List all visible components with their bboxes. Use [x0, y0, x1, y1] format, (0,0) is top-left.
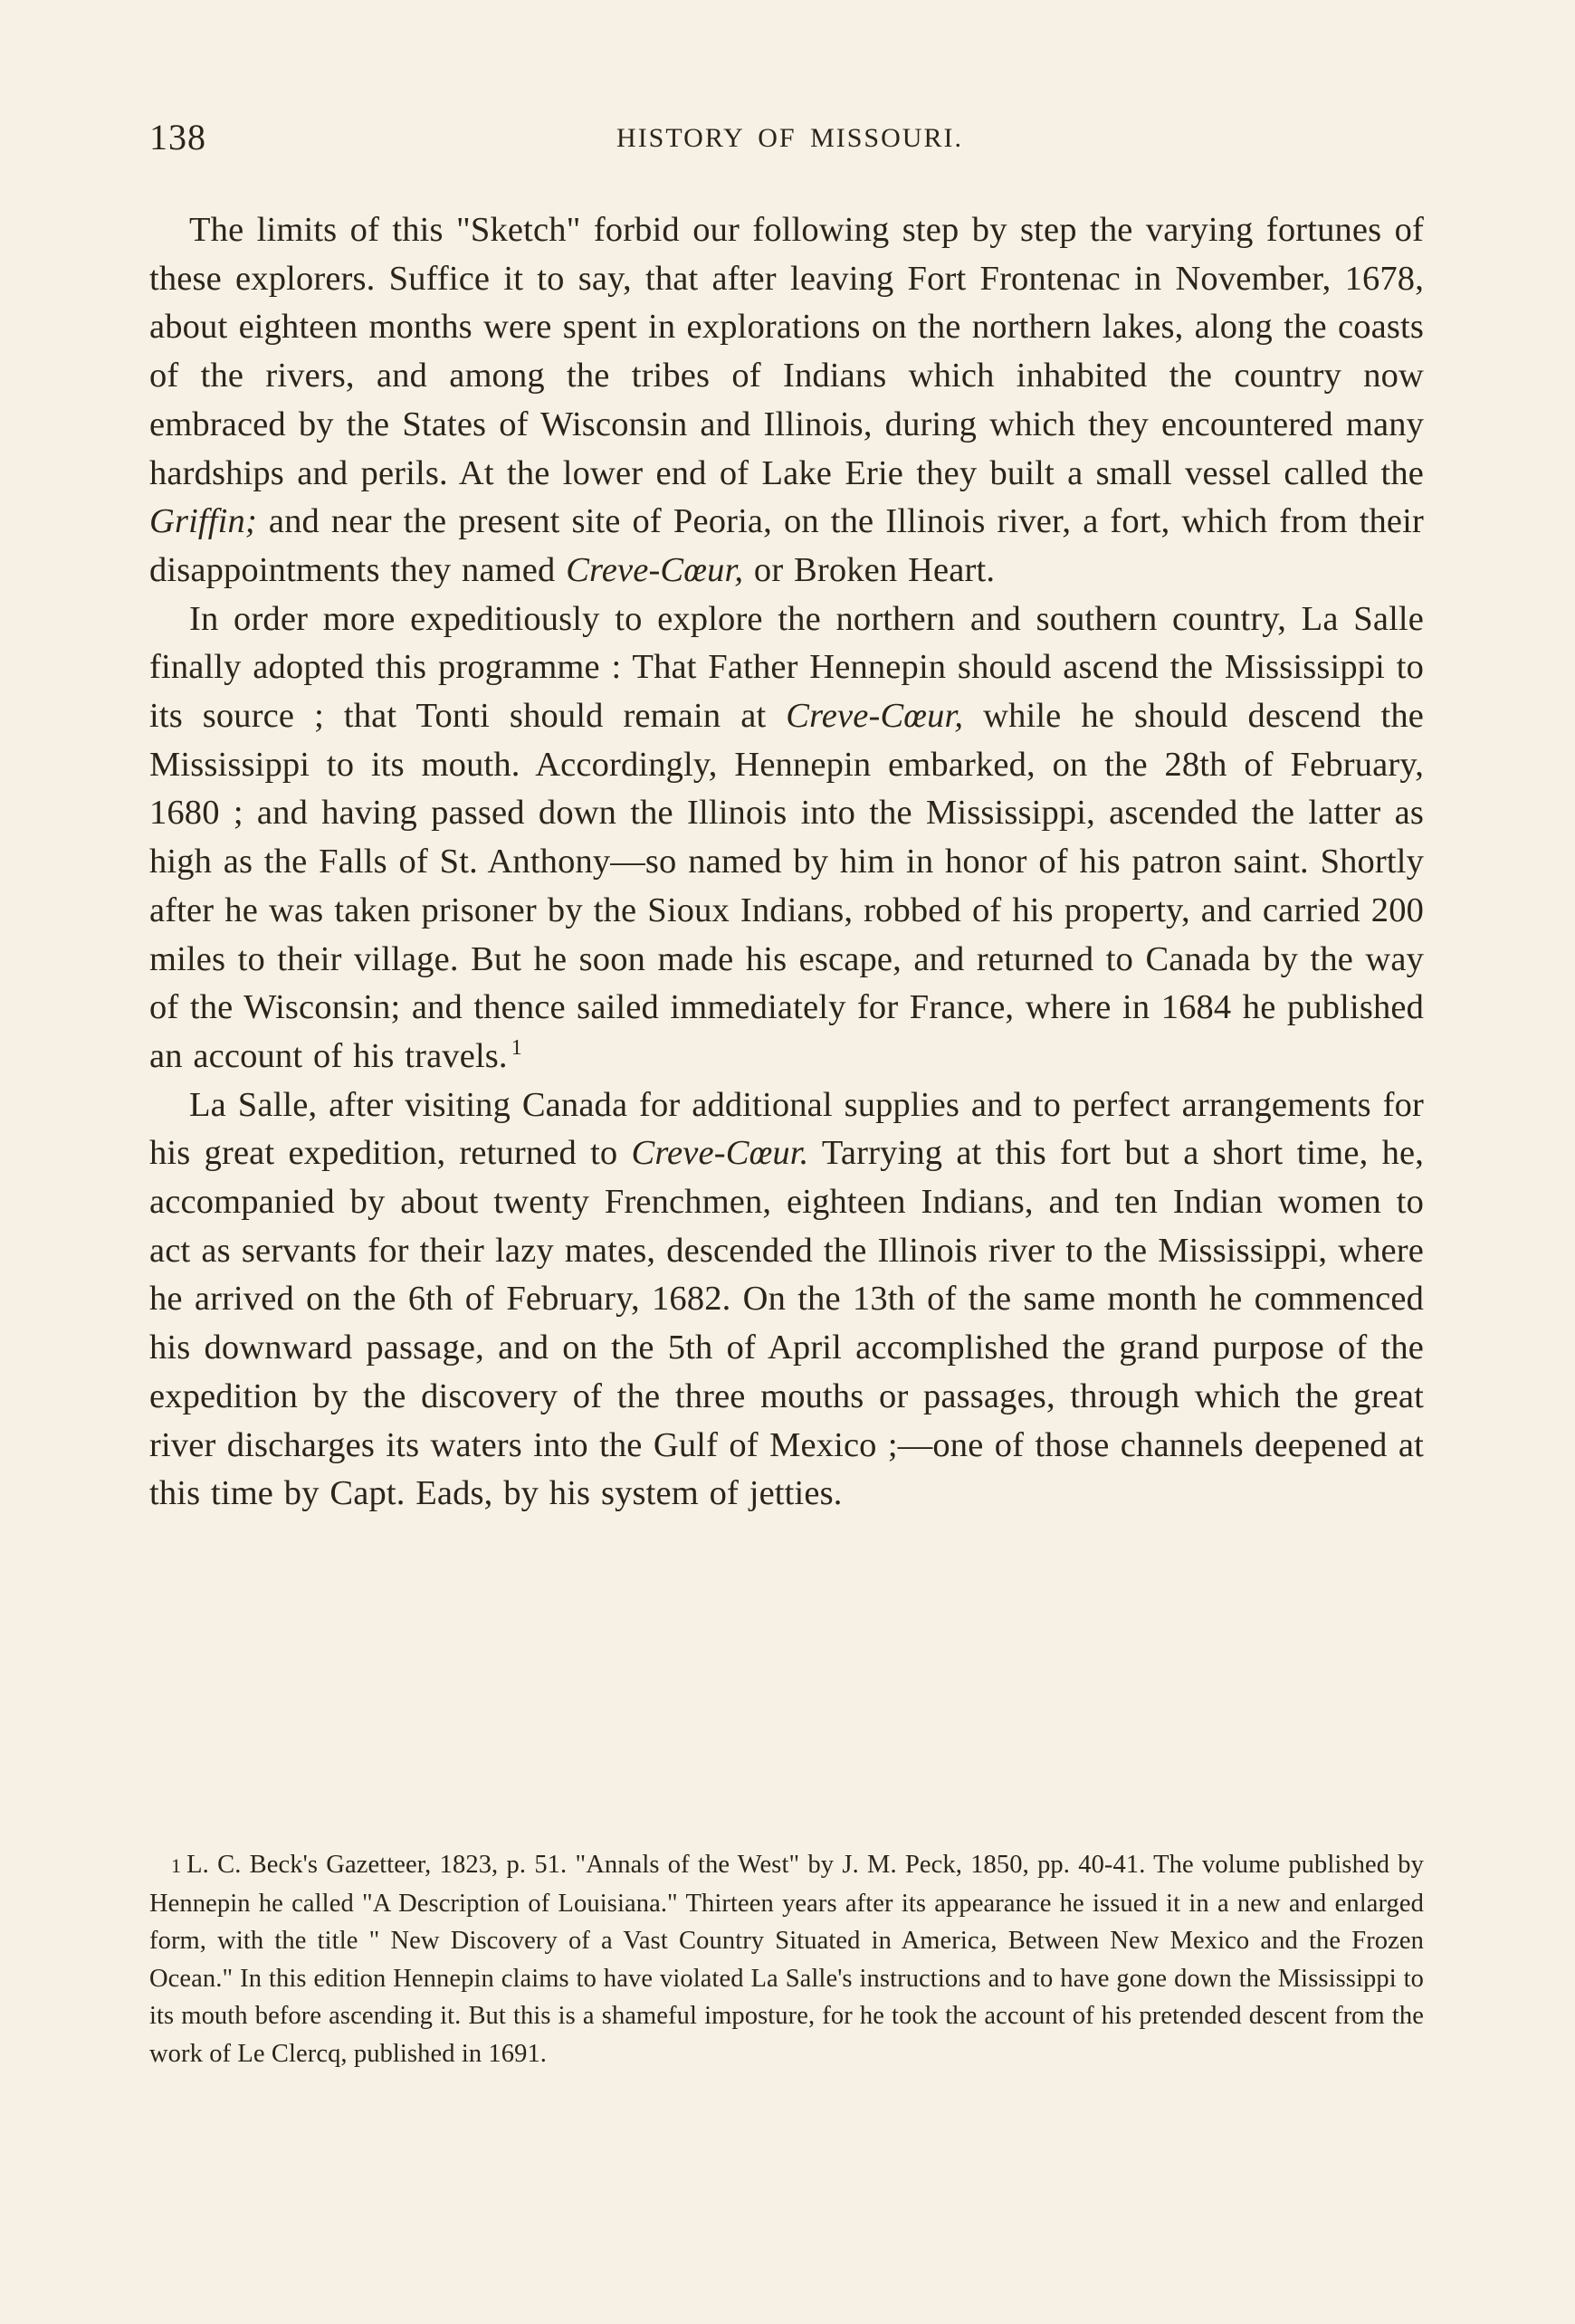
- paragraph-text: and near the present site of Peoria, on the Illinois river, a fort, which from their disappointments they named: [149, 502, 1424, 589]
- paragraph-2: [149, 595, 1424, 1081]
- italic-term-creve-coeur: Creve-Cœur,: [566, 550, 744, 589]
- body-text: [149, 206, 1424, 1519]
- footnote: [149, 1846, 1424, 2072]
- paragraph-text: while he should descend the Mississippi to its mouth. Accordingly, Hennepin embarked, on the 28th of February, 1680 ; and having passed down the Illinois into the Mississippi, ascended the latter as high as the Falls of St. Anthony—so named by him in honor of his patron saint. Shortly after he was taken prisoner by the Sioux Indians, robbed of his property, and carried 200 miles to their village. But he soon made his escape, and returned to Canada by the way of the Wisconsin; and thence sailed immediately for France, where in 1684 he published an account of his travels.: [149, 697, 1424, 1075]
- paragraph-text: In order more expeditiously to explore the northern and southern country, La Salle finally adopted this programme : That Father Hennepin should ascend the Mississippi to its source ; that Tonti should remain at: [149, 599, 1424, 736]
- paragraph-text: La Salle, after visiting Canada for additional supplies and to perfect arrangements for his great expedition, returned to: [149, 1085, 1424, 1173]
- paragraph-text: or Broken Heart.: [743, 550, 996, 589]
- footnote-marker: 1: [171, 1854, 182, 1877]
- page-header: [149, 116, 1430, 170]
- page-number: 138: [149, 117, 206, 157]
- footnote-reference[interactable]: 1: [511, 1036, 522, 1061]
- paragraph-1: [149, 206, 1424, 595]
- italic-term-creve-coeur: Creve-Cœur,: [786, 697, 964, 736]
- running-head: HISTORY OF MISSOURI.: [616, 123, 963, 153]
- paragraph-3: [149, 1081, 1424, 1519]
- paragraph-text: Tarrying at this fort but a short time, he, accompanied by about twenty Frenchmen, eighteen Indians, and ten Indian women to act as servants for their lazy mates, descended the Illinois river to the Mississippi, where he arrived on the 6th of February, 1682. On the 13th of the same month he commenced his downward passage, and on the 5th of April accomplished the grand purpose of the expedition by the discovery of the three mouths or passages, through which the great river discharges its waters into the Gulf of Mexico ;—one of those channels deepened at this time by Capt. Eads, by his system of jetties.: [149, 1134, 1424, 1513]
- italic-term-griffin: Griffin;: [149, 502, 257, 541]
- footnote-text: L. C. Beck's Gazetteer, 1823, p. 51. "Annals of the West" by J. M. Peck, 1850, pp. 40-41. The volume published by Hennepin he called "A Description of Louisiana." Thirteen years after its appearance he issued it in a new and enlarged form, with the title " New Discovery of a Vast Country Situated in America, Between New Mexico and the Frozen Ocean." In this edition Hennepin claims to have violated La Salle's instructions and to have gone down the Mississippi to its mouth before ascending it. But this is a shameful imposture, for he took the account of his pretended descent from the work of Le Clercq, published in 1691.: [149, 1851, 1424, 2068]
- italic-term-creve-coeur: Creve-Cœur.: [631, 1134, 809, 1173]
- paragraph-text: The limits of this "Sketch" forbid our following step by step the varying fortunes of these explorers. Suffice it to say, that after leaving Fort Frontenac in November, 1678, about eighteen months were spent in explorations on the northern lakes, along the coasts of the rivers, and among the tribes of Indians which inhabited the country now embraced by the States of Wisconsin and Illinois, during which they encountered many hardships and perils. At the lower end of Lake Erie they built a small vessel called the: [149, 211, 1424, 492]
